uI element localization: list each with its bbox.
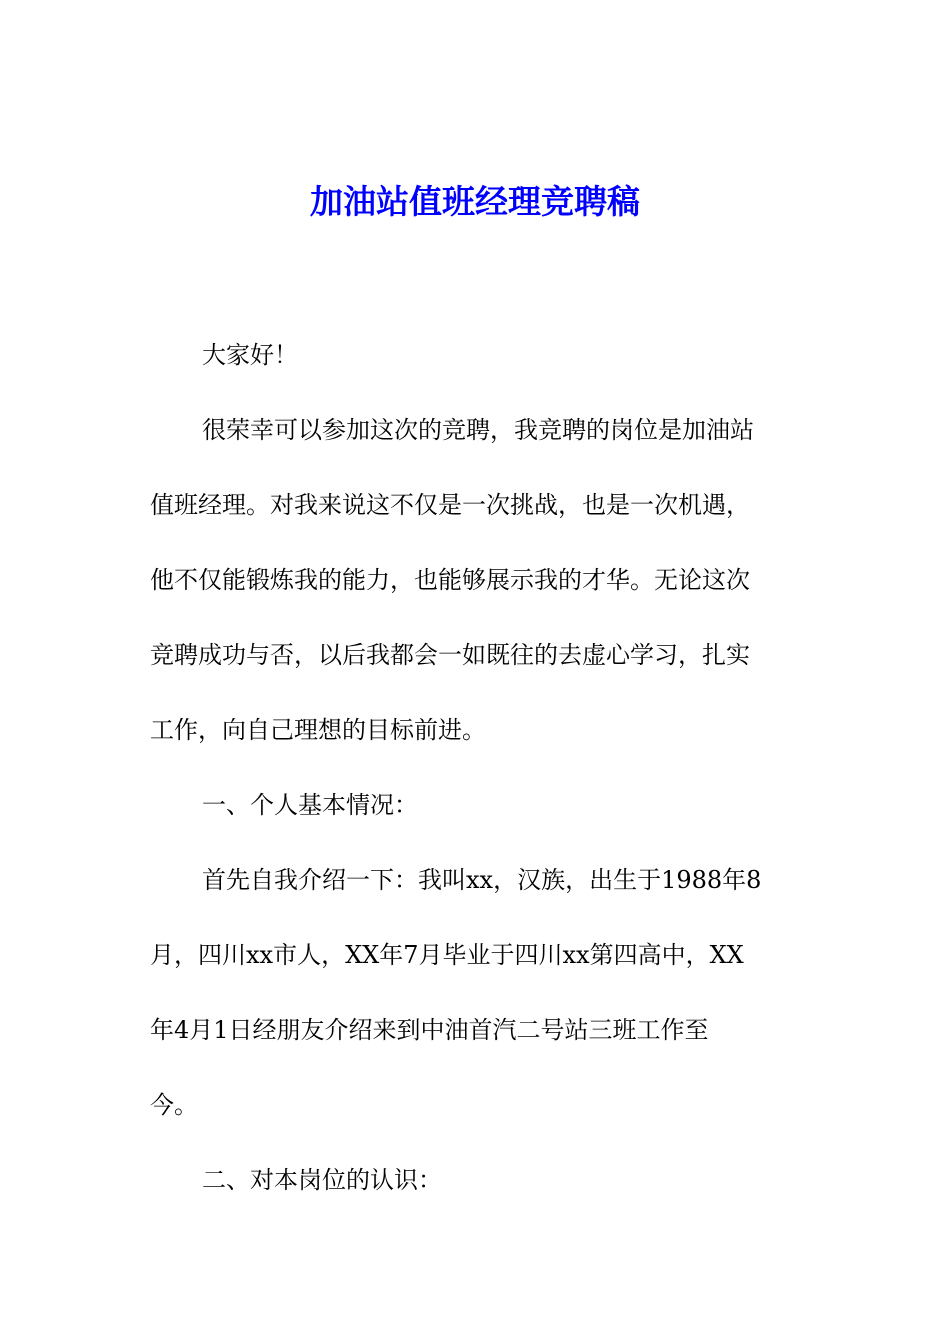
paragraph-line: 月，四川xx市人，XX年7月毕业于四川xx第四高中，XX	[150, 941, 744, 969]
greeting: 大家好！	[202, 341, 298, 369]
paragraph-intro	[150, 393, 800, 768]
paragraph-line: 很荣幸可以参加这次的竞聘，我竞聘的岗位是加油站	[202, 416, 754, 444]
paragraph-line: 今。	[150, 1091, 198, 1119]
paragraph-line: 他不仅能锻炼我的能力，也能够展示我的才华。无论这次	[150, 566, 750, 594]
paragraph-line: 首先自我介绍一下：我叫xx，汉族，出生于1988年8	[202, 866, 762, 894]
paragraph-line: 值班经理。对我来说这不仅是一次挑战，也是一次机遇，	[150, 491, 750, 519]
document-title: 加油站值班经理竞聘稿	[310, 182, 640, 221]
section-heading-position: 二、对本岗位的认识：	[202, 1166, 442, 1194]
paragraph-personal	[150, 843, 800, 1143]
section-heading-personal: 一、个人基本情况：	[202, 791, 418, 819]
paragraph-line: 工作，向自己理想的目标前进。	[150, 716, 486, 744]
paragraph-line: 年4月1日经朋友介绍来到中油首汽二号站三班工作至	[150, 1016, 709, 1044]
paragraph-line: 竞聘成功与否，以后我都会一如既往的去虚心学习，扎实	[150, 641, 750, 669]
document-body	[150, 318, 800, 1218]
